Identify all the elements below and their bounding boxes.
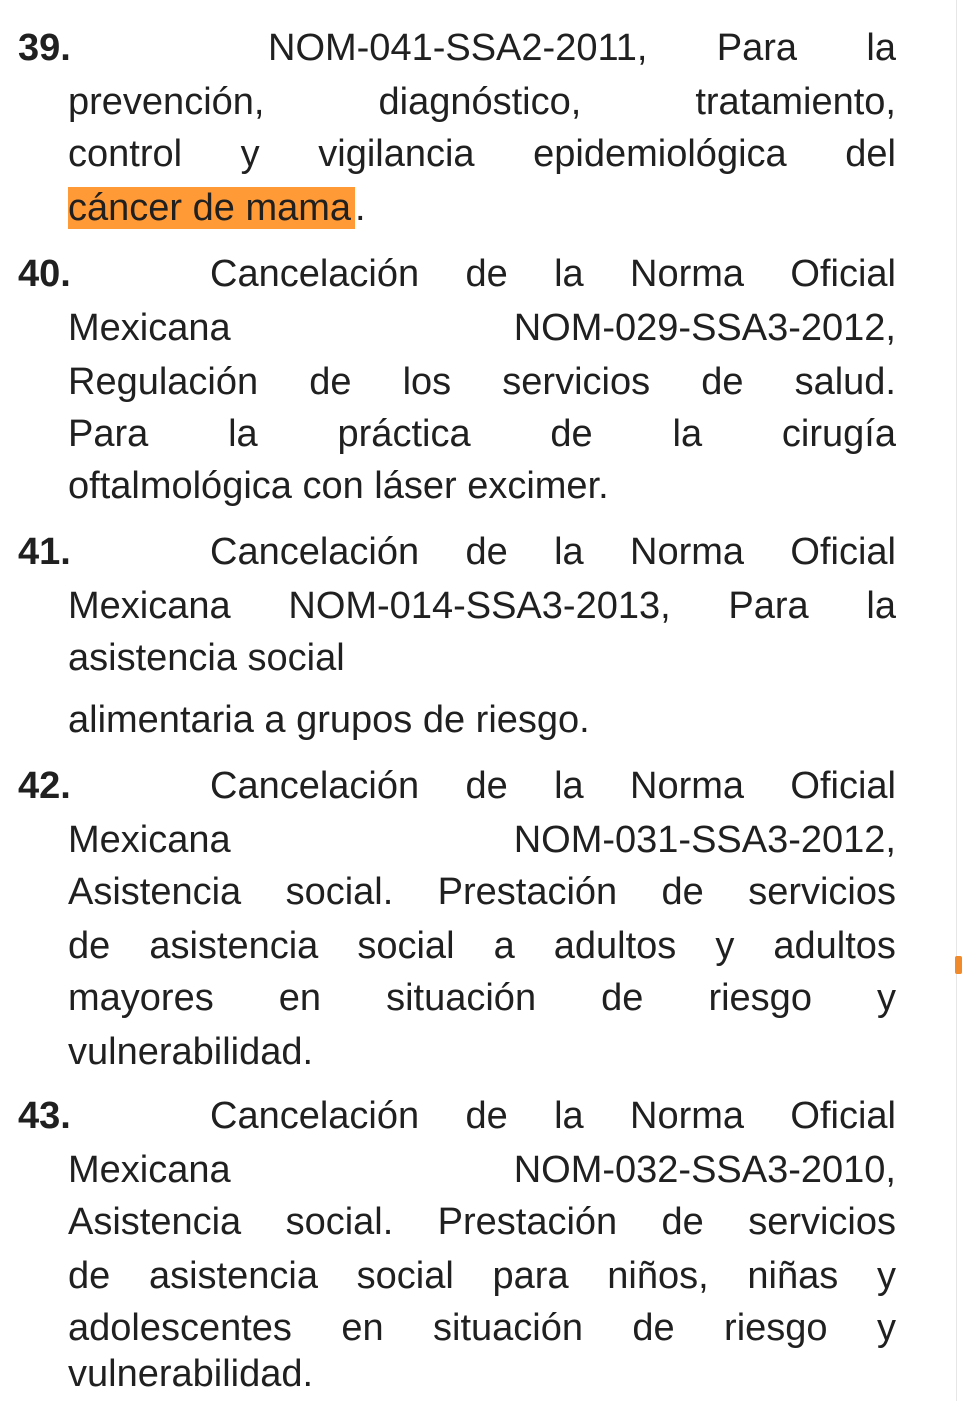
- item-41-line-3: [68, 632, 896, 684]
- word: de: [701, 361, 744, 403]
- line-text: vulnerabilidad.: [68, 1353, 314, 1395]
- trailing-punctuation: .: [355, 187, 366, 229]
- item-42-line-3: [68, 866, 896, 918]
- highlighted-text: cáncer de mama: [68, 187, 355, 229]
- word: situación: [386, 977, 537, 1019]
- word: situación: [433, 1307, 583, 1349]
- word: Cancelación: [210, 253, 420, 295]
- word: asistencia: [149, 925, 319, 967]
- word: para: [492, 1255, 569, 1297]
- word: Cancelación: [210, 1095, 420, 1137]
- word: Cancelación: [210, 765, 420, 807]
- word: prevención,: [68, 81, 265, 123]
- line-text: oftalmológica con láser excimer.: [68, 465, 609, 507]
- word: servicios: [502, 361, 651, 403]
- word: NOM-029-SSA3-2012,: [513, 307, 896, 349]
- word: Oficial: [790, 1095, 896, 1137]
- word: la: [866, 585, 896, 627]
- word: Cancelación: [210, 531, 420, 573]
- word: servicios: [748, 1201, 896, 1243]
- line-text: alimentaria a grupos de riesgo.: [68, 699, 590, 741]
- word: riesgo: [708, 977, 812, 1019]
- word: Regulación: [68, 361, 259, 403]
- word: la: [672, 413, 703, 455]
- word: Norma: [630, 253, 745, 295]
- word: Prestación: [437, 871, 618, 913]
- item-41-line-1: [18, 526, 896, 578]
- word: y: [240, 133, 260, 175]
- word: Prestación: [437, 1201, 618, 1243]
- line-words: [210, 1090, 896, 1142]
- word: social.: [285, 1201, 394, 1243]
- word: de: [661, 871, 704, 913]
- item-number: 40.: [18, 253, 71, 295]
- word: mayores: [68, 977, 214, 1019]
- word: control: [68, 133, 183, 175]
- word: NOM-032-SSA3-2010,: [513, 1149, 896, 1191]
- word: de: [661, 1201, 704, 1243]
- line-words: [268, 22, 896, 74]
- word: asistencia: [148, 1255, 318, 1297]
- item-39-line-2: [68, 76, 896, 128]
- word: práctica: [337, 413, 471, 455]
- word: Norma: [630, 765, 745, 807]
- word: tratamiento,: [695, 81, 896, 123]
- item-43-line-4: [68, 1250, 896, 1302]
- word: Asistencia: [68, 871, 242, 913]
- word: diagnóstico,: [378, 81, 582, 123]
- word: de: [68, 1255, 111, 1297]
- word: la: [866, 27, 896, 69]
- word: Mexicana: [68, 307, 231, 349]
- word: de: [309, 361, 352, 403]
- item-number: 42.: [18, 765, 71, 807]
- word: la: [554, 765, 584, 807]
- word: de: [465, 765, 508, 807]
- word: adultos: [553, 925, 677, 967]
- item-number: 43.: [18, 1095, 71, 1137]
- word: Para: [728, 585, 809, 627]
- word: los: [402, 361, 452, 403]
- word: y: [715, 925, 735, 967]
- word: riesgo: [724, 1307, 828, 1349]
- word: adultos: [773, 925, 896, 967]
- word: Para: [68, 413, 149, 455]
- word: de: [68, 925, 111, 967]
- item-number: 39.: [18, 27, 71, 69]
- word: de: [465, 1095, 508, 1137]
- word: Mexicana: [68, 585, 231, 627]
- word: epidemiológica: [533, 133, 787, 175]
- word: de: [632, 1307, 675, 1349]
- line-words: [210, 248, 896, 300]
- word: cirugía: [781, 413, 896, 455]
- item-number: 41.: [18, 531, 71, 573]
- word: social.: [285, 871, 394, 913]
- word: y: [876, 1255, 896, 1297]
- item-42-line-5: [68, 972, 896, 1024]
- line-words: [210, 760, 896, 812]
- item-43-line-5: [68, 1302, 896, 1354]
- word: la: [554, 253, 584, 295]
- item-42-line-2: [68, 814, 896, 866]
- item-39-line-1: [18, 22, 896, 74]
- word: de: [465, 531, 508, 573]
- word: NOM-041-SSA2-2011,: [268, 27, 648, 69]
- item-43-line-2: [68, 1144, 896, 1196]
- word: social: [356, 1255, 454, 1297]
- word: Norma: [630, 531, 745, 573]
- word: Oficial: [790, 765, 896, 807]
- item-41-line-4: [68, 694, 896, 746]
- word: a: [493, 925, 515, 967]
- word: servicios: [748, 871, 896, 913]
- item-40-line-3: [68, 356, 896, 408]
- word: la: [228, 413, 258, 455]
- word: vigilancia: [318, 133, 475, 175]
- word: en: [341, 1307, 384, 1349]
- word: de: [465, 253, 508, 295]
- item-43-line-1: [18, 1090, 896, 1142]
- word: social: [357, 925, 455, 967]
- word: Para: [716, 27, 798, 69]
- word: de: [601, 977, 644, 1019]
- word: la: [554, 531, 584, 573]
- word: Mexicana: [68, 1149, 231, 1191]
- item-43-line-6: [68, 1348, 896, 1400]
- word: niños,: [607, 1255, 709, 1297]
- word: Asistencia: [68, 1201, 242, 1243]
- word: en: [278, 977, 322, 1019]
- scroll-indicator[interactable]: [955, 956, 962, 974]
- word: la: [554, 1095, 584, 1137]
- item-40-line-5: [68, 460, 896, 512]
- word: Norma: [630, 1095, 745, 1137]
- word: y: [877, 977, 896, 1019]
- page-edge-divider: [956, 0, 957, 1401]
- item-40-line-4: [68, 408, 896, 460]
- word: niñas: [747, 1255, 839, 1297]
- word: de: [550, 413, 593, 455]
- item-41-line-2: [68, 580, 896, 632]
- word: Oficial: [790, 531, 896, 573]
- item-42-line-4: [68, 920, 896, 972]
- item-39-line-3: [68, 128, 896, 180]
- word: NOM-031-SSA3-2012,: [513, 819, 896, 861]
- line-text: vulnerabilidad.: [68, 1031, 314, 1073]
- item-39-line-4: [68, 182, 896, 234]
- item-40-line-1: [18, 248, 896, 300]
- line-text: asistencia social: [68, 637, 345, 679]
- line-words: [210, 526, 896, 578]
- word: y: [876, 1307, 896, 1349]
- word: adolescentes: [68, 1307, 292, 1349]
- item-42-line-6: [68, 1026, 896, 1078]
- word: Oficial: [790, 253, 896, 295]
- item-43-line-3: [68, 1196, 896, 1248]
- item-42-line-1: [18, 760, 896, 812]
- item-40-line-2: [68, 302, 896, 354]
- word: NOM-014-SSA3-2013,: [288, 585, 671, 627]
- word: Mexicana: [68, 819, 231, 861]
- word: del: [845, 133, 896, 175]
- word: salud.: [794, 361, 896, 403]
